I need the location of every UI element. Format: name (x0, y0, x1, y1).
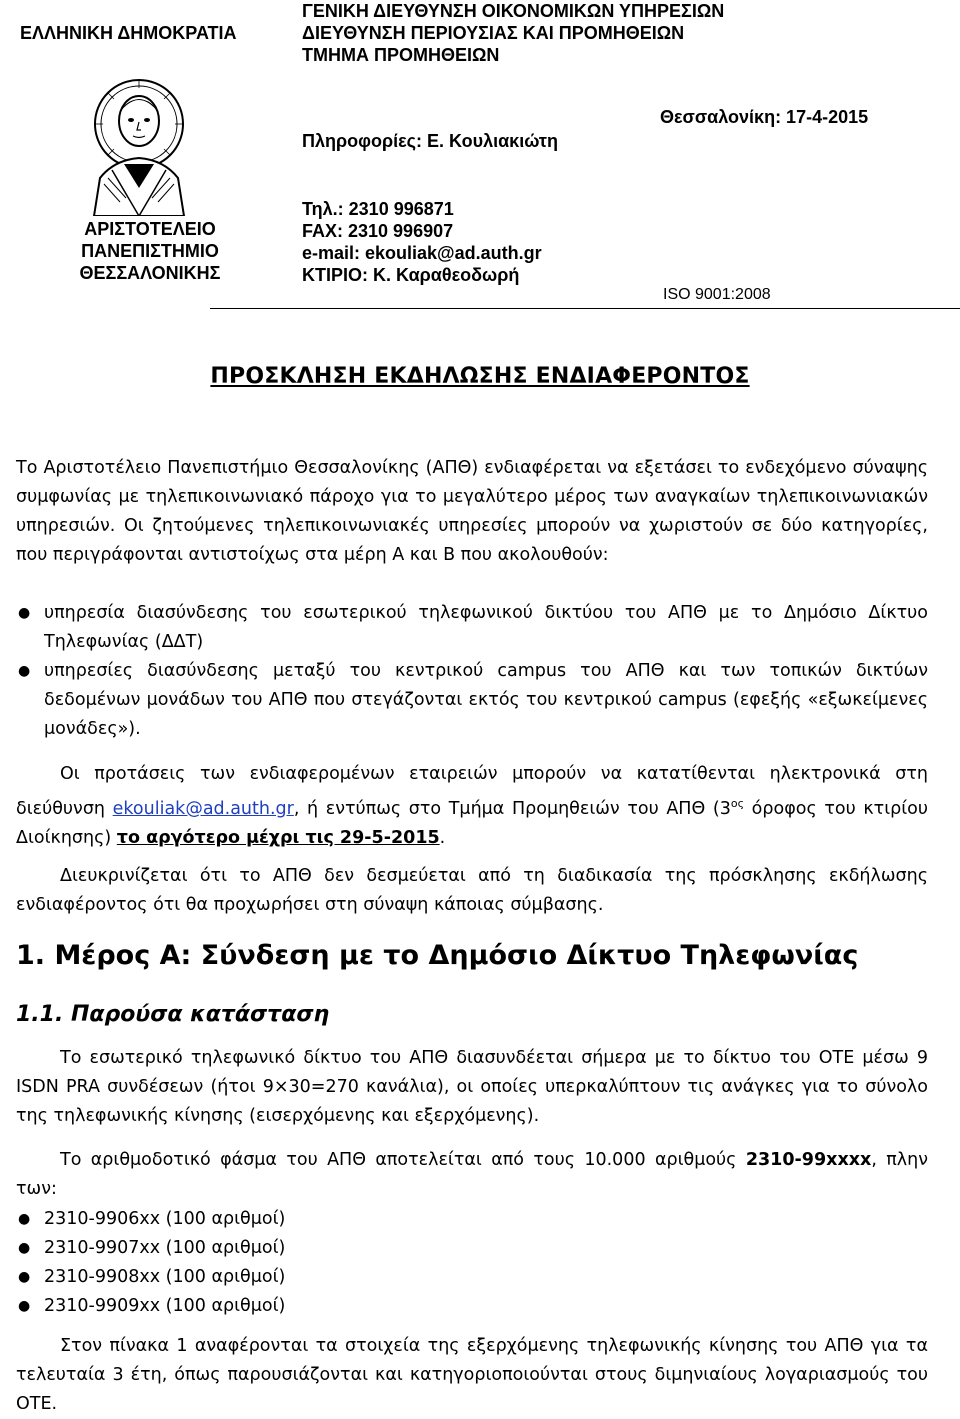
list-item-text: υπηρεσίες διασύνδεσης μεταξύ του κεντρικού campus του ΑΠΘ και των τοπικών δικτύων δεδομένων μονάδων του ΑΠΘ που στεγάζονται εκτός του κεντρικού campus (εφεξής «εξωκείμενες μονάδες»). (44, 661, 928, 739)
dept-line: ΤΜΗΜΑ ΠΡΟΜΗΘΕΙΩΝ (302, 45, 500, 65)
submission-paragraph (16, 760, 928, 853)
list-item-text: υπηρεσία διασύνδεσης του εσωτερικού τηλεφωνικού δικτύου του ΑΠΘ με το Δημόσιο Δίκτυο Τηλεφωνίας (ΔΔΤ) (44, 603, 928, 652)
bullet-icon: ● (18, 1211, 31, 1227)
bullet-icon: ● (18, 1298, 31, 1314)
contact-fax: FAX: 2310 996907 (302, 221, 454, 241)
list-item (18, 1205, 286, 1234)
bullet-icon: ● (18, 605, 31, 621)
contact-email: e-mail: ekouliak@ad.auth.gr (302, 243, 542, 263)
bullet-icon: ● (18, 663, 31, 679)
list-item (18, 599, 928, 657)
list-item (18, 657, 928, 744)
intro-paragraph: Το Αριστοτέλειο Πανεπιστήμιο Θεσσαλονίκης (ΑΠΘ) ενδιαφέρεται να εξετάσει το ενδεχόμενο σύναψης συμφωνίας με τηλεπικοινωνιακό πάροχο για το μεγαλύτερο μέρος των αναγκαίων τηλεπικοινωνιακών υπηρεσιών. Οι ζητούμενες τηλεπικοινωνιακές υπηρεσίες μπορούν να χωριστούν σε δύο κατηγορίες, που περιγράφονται αντιστοίχως στα μέρη Α και Β που ακολουθούν: (16, 458, 928, 565)
contact-details (302, 198, 542, 286)
university-name (60, 218, 240, 284)
numbering-paragraph (16, 1146, 928, 1204)
section-heading: 1. Μέρος Α: Σύνδεση με το Δημόσιο Δίκτυο Τηλεφωνίας (16, 940, 859, 971)
submission-text: , ή εντύπως στο Τμήμα Προμηθειών του ΑΠΘ (3 (293, 798, 731, 819)
list-item (18, 1292, 286, 1321)
subsection-heading: 1.1. Παρούσα κατάσταση (16, 1002, 330, 1027)
dept-line: ΔΙΕΥΘΥΝΣΗ ΠΕΡΙΟΥΣΙΑΣ ΚΑΙ ΠΡΟΜΗΘΕΙΩΝ (302, 23, 685, 43)
submission-text: Οι προτάσεις των ενδιαφερομένων εταιρειών μπορούν να κατατίθενται ηλεκτρονικά στη διεύθυνση (16, 764, 928, 819)
submission-text: όροφος του κτιρίου Διοίκησης) (16, 798, 928, 848)
list-item (18, 1234, 286, 1263)
country-header: ΕΛΛΗΝΙΚΗ ΔΗΜΟΚΡΑΤΙΑ (20, 23, 237, 43)
contact-person: Πληροφορίες: Ε. Κουλιακιώτη (302, 131, 558, 151)
numbering-range: 2310-99xxxx (745, 1150, 872, 1170)
bullet-icon: ● (18, 1240, 31, 1256)
page-title: ΠΡΟΣΚΛΗΣΗ ΕΚΔΗΛΩΣΗΣ ΕΝΔΙΑΦΕΡΟΝΤΟΣ (210, 364, 750, 389)
university-line: ΑΡΙΣΤΟΤΕΛΕΙΟ (84, 219, 216, 239)
contact-building: ΚΤΙΡΙΟ: Κ. Καραθεοδωρή (302, 265, 520, 285)
bullet-icon: ● (18, 1269, 31, 1285)
university-line: ΘΕΣΣΑΛΟΝΙΚΗΣ (79, 263, 221, 283)
numbering-text: , πλην των: (16, 1150, 928, 1199)
list-item-text: 2310-9906xx (100 αριθμοί) (44, 1209, 286, 1229)
current-state-paragraph: Το εσωτερικό τηλεφωνικό δίκτυο του ΑΠΘ διασυνδέεται σήμερα με το δίκτυο του ΟΤΕ μέσω 9 ISDN PRA συνδέσεων (ήτοι 9×30=270 κανάλια), οι οποίες υπερκαλύπτουν τις ανάγκες για το σύνολο της τηλεφωνικής κίνησης (εισερχόμενης και εξερχόμενης). (16, 1048, 928, 1126)
list-item-text: 2310-9907xx (100 αριθμοί) (44, 1238, 286, 1258)
submission-end: . (439, 827, 446, 848)
dept-line: ΓΕΝΙΚΗ ΔΙΕΥΘΥΝΣΗ ΟΙΚΟΝΟΜΙΚΩΝ ΥΠΗΡΕΣΙΩΝ (302, 1, 725, 21)
floor-superscript: ος (730, 797, 745, 810)
deadline-text: το αργότερο μέχρι τις 29-5-2015 (116, 827, 440, 848)
disclaimer-paragraph: Διευκρινίζεται ότι το ΑΠΘ δεν δεσμεύεται από τη διαδικασία της πρόσκλησης εκδήλωσης ενδιαφέροντος ότι θα προχωρήσει στη σύναψη κάποιας σύμβασης. (16, 866, 928, 915)
table-reference-paragraph: Στον πίνακα 1 αναφέρονται τα στοιχεία της εξερχόμενης τηλεφωνικής κίνησης του ΑΠΘ για τα τελευταία 3 έτη, όπως παρουσιάζονται και κατηγοριοποιούνται στους διμηνιαίους λογαριασμούς του ΟΤΕ. (16, 1336, 928, 1414)
list-item-text: 2310-9909xx (100 αριθμοί) (44, 1296, 286, 1316)
list-item-text: 2310-9908xx (100 αριθμοί) (44, 1267, 286, 1287)
email-link[interactable]: ekouliak@ad.auth.gr (112, 798, 294, 819)
contact-phone: Τηλ.: 2310 996871 (302, 199, 454, 219)
numbering-text: Το αριθμοδοτικό φάσμα του ΑΠΘ αποτελείται από τους 10.000 αριθμούς (60, 1150, 746, 1170)
university-line: ΠΑΝΕΠΙΣΤΗΜΙΟ (81, 241, 219, 261)
university-emblem-icon (64, 66, 214, 216)
header-divider (210, 308, 960, 309)
list-item (18, 1263, 286, 1292)
iso-certification: ISO 9001:2008 (663, 286, 771, 303)
document-date: Θεσσαλονίκη: 17-4-2015 (660, 107, 869, 127)
department-header (302, 0, 724, 66)
